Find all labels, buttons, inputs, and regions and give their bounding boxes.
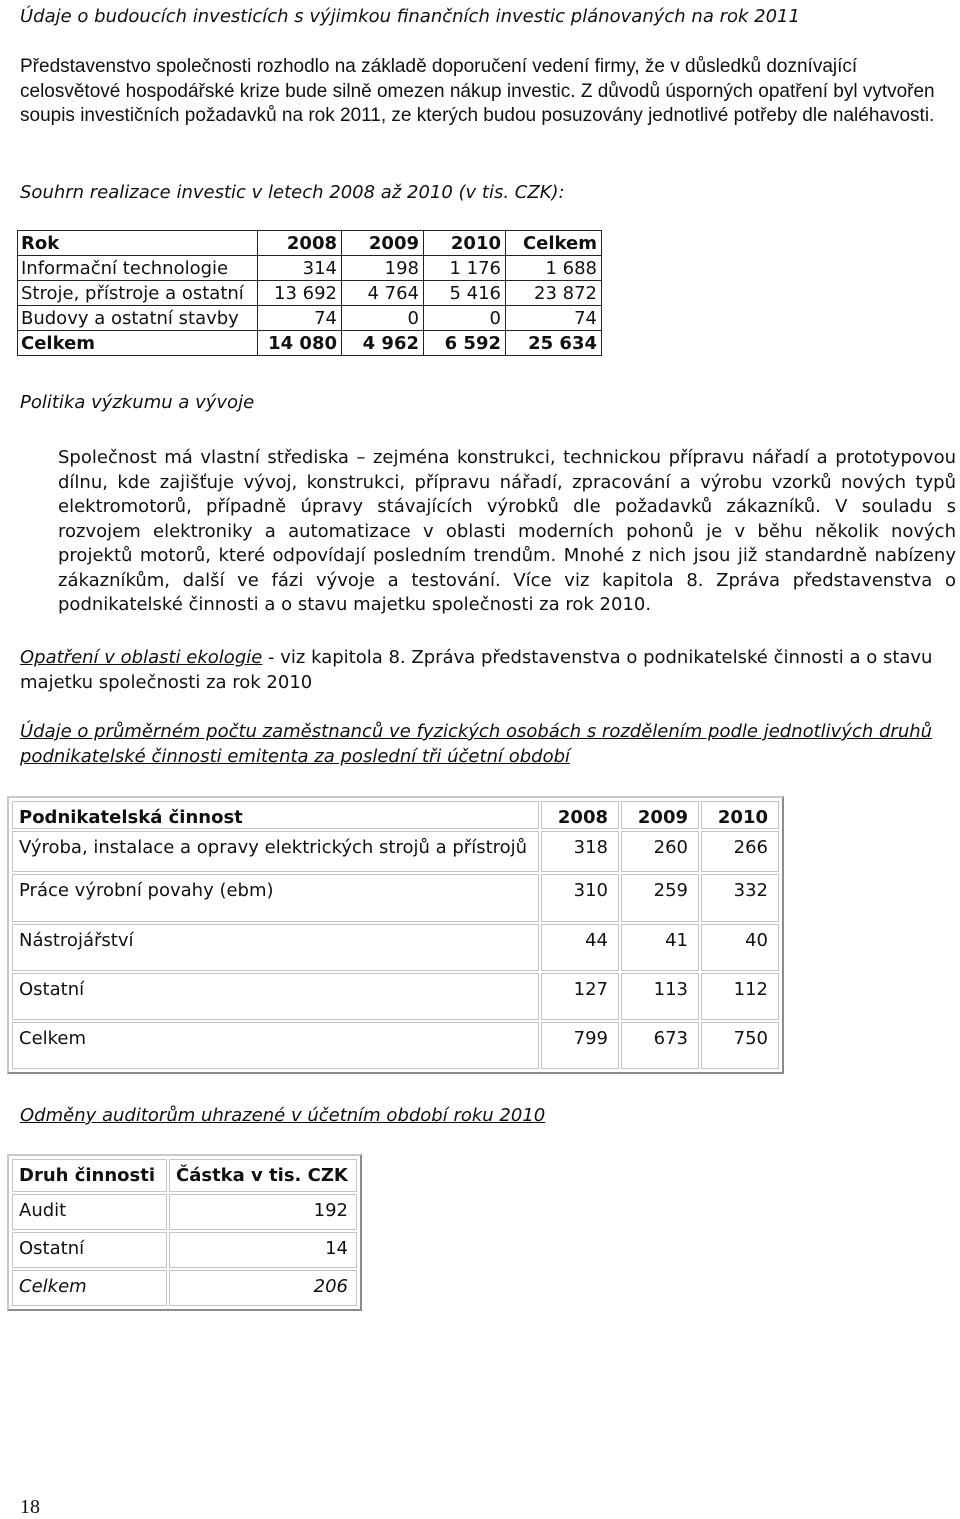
table-cell: Rok bbox=[18, 231, 258, 256]
table-cell: Druh činnosti bbox=[12, 1159, 167, 1192]
table-total-row bbox=[12, 1022, 779, 1069]
table-cell: Ostatní bbox=[12, 973, 539, 1020]
table-row bbox=[12, 973, 779, 1020]
table-header-row bbox=[18, 231, 602, 256]
table-cell: Audit bbox=[12, 1194, 167, 1230]
table-cell: 6 592 bbox=[424, 331, 506, 356]
heading-investments: Údaje o budoucích investicích s výjimkou finančních investic plánovaných na rok 2011 bbox=[20, 6, 800, 27]
table-row bbox=[18, 256, 602, 281]
table-cell: Nástrojářství bbox=[12, 924, 539, 971]
table-cell: 74 bbox=[258, 306, 342, 331]
ecology-text: - viz kapitola 8. Zpráva představenstva o podnikatelské činnosti a o stavu majetku společnosti za rok 2010 bbox=[20, 647, 933, 693]
table-cell: 318 bbox=[541, 831, 619, 872]
table-cell: 14 bbox=[169, 1232, 357, 1268]
table-row bbox=[12, 924, 779, 971]
table-cell: Celkem bbox=[18, 331, 258, 356]
table-cell: Informační technologie bbox=[18, 256, 258, 281]
table-cell: 4 962 bbox=[342, 331, 424, 356]
table-cell: 44 bbox=[541, 924, 619, 971]
auditors-table-frame bbox=[7, 1154, 362, 1311]
employees-table-frame bbox=[7, 796, 784, 1074]
paragraph-investments: Představenstvo společnosti rozhodlo na základě doporučení vedení firmy, že v důsledků doznívající celosvětové hospodářské krize bude silně omezen nákup investic. Z důvodů úsporných opatření byl vytvořen soupis investičních požadavků na rok 2011, ze kterých budou posuzovány jednotlivé potřeby dle naléhavosti. bbox=[20, 56, 935, 126]
table-cell: 1 688 bbox=[506, 256, 602, 281]
table-cell: 14 080 bbox=[258, 331, 342, 356]
table-cell: 2009 bbox=[342, 231, 424, 256]
table-cell: 13 692 bbox=[258, 281, 342, 306]
table-cell: 0 bbox=[342, 306, 424, 331]
table-cell: 259 bbox=[621, 874, 699, 922]
table-cell: 799 bbox=[541, 1022, 619, 1069]
ecology-paragraph bbox=[20, 646, 940, 695]
table-cell: 112 bbox=[701, 973, 779, 1020]
table-cell: 2010 bbox=[701, 801, 779, 829]
heading-summary: Souhrn realizace investic v letech 2008 až 2010 (v tis. CZK): bbox=[20, 182, 565, 203]
page-number: 18 bbox=[20, 1496, 40, 1518]
table-header-row bbox=[12, 801, 779, 829]
heading-auditors: Odměny auditorům uhrazené v účetním období roku 2010 bbox=[20, 1105, 546, 1126]
table-cell: 2009 bbox=[621, 801, 699, 829]
table-total-row bbox=[12, 1270, 357, 1306]
heading-research: Politika výzkumu a vývoje bbox=[20, 392, 255, 413]
investments-table bbox=[17, 230, 602, 356]
table-cell: 113 bbox=[621, 973, 699, 1020]
table-cell: 2008 bbox=[258, 231, 342, 256]
table-cell: Celkem bbox=[506, 231, 602, 256]
table-cell: 332 bbox=[701, 874, 779, 922]
table-cell: 41 bbox=[621, 924, 699, 971]
table-cell: 314 bbox=[258, 256, 342, 281]
table-cell: Budovy a ostatní stavby bbox=[18, 306, 258, 331]
table-cell: 2008 bbox=[541, 801, 619, 829]
table-cell: 40 bbox=[701, 924, 779, 971]
ecology-label: Opatření v oblasti ekologie bbox=[20, 647, 263, 668]
auditors-table bbox=[10, 1157, 359, 1308]
table-cell: Celkem bbox=[12, 1022, 539, 1069]
table-total-row bbox=[18, 331, 602, 356]
table-row bbox=[12, 874, 779, 922]
table-cell: 4 764 bbox=[342, 281, 424, 306]
table-cell: Stroje, přístroje a ostatní bbox=[18, 281, 258, 306]
table-cell: Podnikatelská činnost bbox=[12, 801, 539, 829]
table-cell: 0 bbox=[424, 306, 506, 331]
table-cell: 192 bbox=[169, 1194, 357, 1230]
table-row bbox=[12, 1232, 357, 1268]
table-cell: 198 bbox=[342, 256, 424, 281]
table-cell: 260 bbox=[621, 831, 699, 872]
table-cell: Výroba, instalace a opravy elektrických strojů a přístrojů bbox=[12, 831, 539, 872]
table-cell: 206 bbox=[169, 1270, 357, 1306]
table-cell: 2010 bbox=[424, 231, 506, 256]
table-cell: 74 bbox=[506, 306, 602, 331]
table-cell: Částka v tis. CZK bbox=[169, 1159, 357, 1192]
table-row bbox=[18, 281, 602, 306]
table-cell: 750 bbox=[701, 1022, 779, 1069]
table-row bbox=[12, 1194, 357, 1230]
table-cell: 310 bbox=[541, 874, 619, 922]
table-cell: 266 bbox=[701, 831, 779, 872]
table-cell: 127 bbox=[541, 973, 619, 1020]
table-row bbox=[12, 831, 779, 872]
table-cell: 25 634 bbox=[506, 331, 602, 356]
heading-employees: Údaje o průměrném počtu zaměstnanců ve fyzických osobách s rozdělením podle jednotlivých druhů podnikatelské činnosti emitenta za poslední tři účetní období bbox=[20, 721, 933, 767]
table-cell: 5 416 bbox=[424, 281, 506, 306]
table-row bbox=[18, 306, 602, 331]
table-cell: Celkem bbox=[12, 1270, 167, 1306]
table-cell: 23 872 bbox=[506, 281, 602, 306]
table-cell: Práce výrobní povahy (ebm) bbox=[12, 874, 539, 922]
paragraph-research: Společnost má vlastní střediska – zejména konstrukci, technickou přípravu nářadí a prototypovou dílnu, kde zajišťuje vývoj, konstrukci, přípravu nářadí, zpracování a výrobu vzorků nových typů elektromotorů, případně úpravy stávajících výrobků dle požadavků zákazníků. V souladu s rozvojem elektroniky a automatizace v oblasti moderních pohonů je v běhu několik nových projektů motorů, které odpovídají posledním trendům. Mnohé z nich jsou již standardně nabízeny zákazníkům, další ve fázi vývoje a testování. Více viz kapitola 8. Zpráva představenstva o podnikatelské činnosti a o stavu majetku společnosti za rok 2010. bbox=[58, 447, 956, 615]
employees-table bbox=[10, 799, 781, 1071]
table-cell: Ostatní bbox=[12, 1232, 167, 1268]
table-header-row bbox=[12, 1159, 357, 1192]
table-cell: 1 176 bbox=[424, 256, 506, 281]
table-cell: 673 bbox=[621, 1022, 699, 1069]
